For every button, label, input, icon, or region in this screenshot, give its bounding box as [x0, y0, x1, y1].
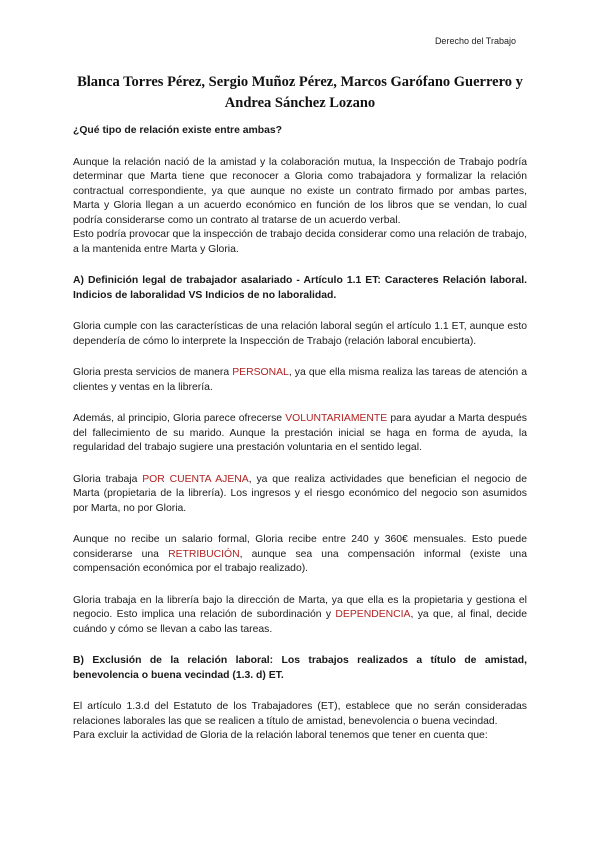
text-segment: , ya que realiza actividades que benefician el negocio de Marta (propietaria de la librería). Los ingresos y el riesgo económico del negocio son asumidos por Marta, no por Gloria. [73, 473, 527, 514]
section-a-paragraph-ajena [73, 473, 527, 517]
question-heading: ¿Qué tipo de relación existe entre ambas? [73, 125, 283, 136]
section-a-paragraph-personal [73, 366, 527, 395]
section-b-paragraph-2: Para excluir la actividad de Gloria de la relación laboral tenemos que tener en cuenta que: [73, 730, 488, 741]
section-b-paragraph-1: El artículo 1.3.d del Estatuto de los Trabajadores (ET), establece que no serán consideradas relaciones laborales las que se realicen a título de amistad, benevolencia o buena vecindad. [73, 701, 527, 727]
text-segment: , ya que ella misma realiza las tareas de atención a clientes y ventas en la librería. [73, 367, 527, 393]
text-segment: , aunque sea una compensación informal (existe una compensación económica por el trabajo realizado). [73, 548, 527, 574]
section-a-paragraph-retribucion [73, 533, 527, 577]
intro-paragraph-1: Aunque la relación nació de la amistad y la colaboración mutua, la Inspección de Trabajo podría determinar que Marta tiene que reconocer a Gloria como trabajadora y formalizar la relación contractual correspondiente, ya que aunque no existe un contrato firmado por ambas partes, Marta y Gloria llegan a un acuerdo económico en función de los libros que se vendan, lo cual podría considerarse como un contrato al tratarse de un acuerdo verbal. [73, 156, 527, 226]
authors-line-1: Blanca Torres Pérez, Sergio Muñoz Pérez, Marcos Garófano Guerrero y [77, 74, 523, 90]
text-segment: Gloria trabaja [73, 473, 143, 485]
section-b-heading: B) Exclusión de la relación laboral: Los trabajos realizados a título de amistad, benevolencia o buena vecindad (1.3. d) ET. [73, 655, 527, 681]
text-segment: , ya que, al final, decide cuándo y cómo se llevan a cabo las tareas. [73, 609, 527, 635]
section-a-paragraph-voluntario [73, 412, 527, 456]
text-segment: para ayudar a Marta después del fallecimiento de su marido. Aunque la prestación inicial se haga en forma de ayuda, la regularidad del trabajo sugiere una prestación voluntaria en el sentido legal. [73, 413, 527, 453]
authors-line-2: Andrea Sánchez Lozano [224, 95, 376, 111]
keyword-dependencia: DEPENDENCIA [335, 609, 411, 620]
text-segment: Gloria trabaja en la librería bajo la dirección de Marta, ya que ella es la propietaria y gestiona el negocio. Esto implica una relación de subordinación y [73, 594, 527, 620]
text-segment: Gloria presta servicios de manera [73, 367, 233, 378]
text-segment: Además, al principio, Gloria parece ofrecerse [73, 413, 286, 424]
section-a-paragraph-dependencia [73, 594, 527, 638]
body-content [73, 124, 527, 744]
text-segment: Aunque no recibe un salario formal, Gloria recibe entre 240 y 360€ mensuales. Esto puede considerarse una [73, 534, 527, 560]
section-b-block [73, 700, 527, 744]
section-a-heading: A) Definición legal de trabajador asalariado - Artículo 1.1 ET: Caracteres Relación laboral. Indicios de laboralidad VS Indicios de no laboralidad. [73, 275, 527, 301]
keyword-por-cuenta-ajena: POR CUENTA AJENA [142, 473, 249, 485]
keyword-voluntariamente: VOLUNTARIAMENTE [285, 413, 388, 424]
authors-block [60, 72, 540, 114]
intro-block [73, 156, 527, 258]
running-header: Derecho del Trabajo [434, 36, 516, 46]
section-a-paragraph-1: Gloria cumple con las características de una relación laboral según el artículo 1.1 ET, aunque esto dependería de cómo lo interprete la Inspección de Trabajo (relación laboral encubierta). [73, 321, 527, 347]
keyword-retribucion: RETRIBUCIÓN [168, 548, 240, 560]
keyword-personal: PERSONAL [232, 367, 289, 378]
intro-paragraph-2: Esto podría provocar que la inspección de trabajo decida considerar como una relación de trabajo, a la mantenida entre Marta y Gloria. [73, 229, 527, 255]
